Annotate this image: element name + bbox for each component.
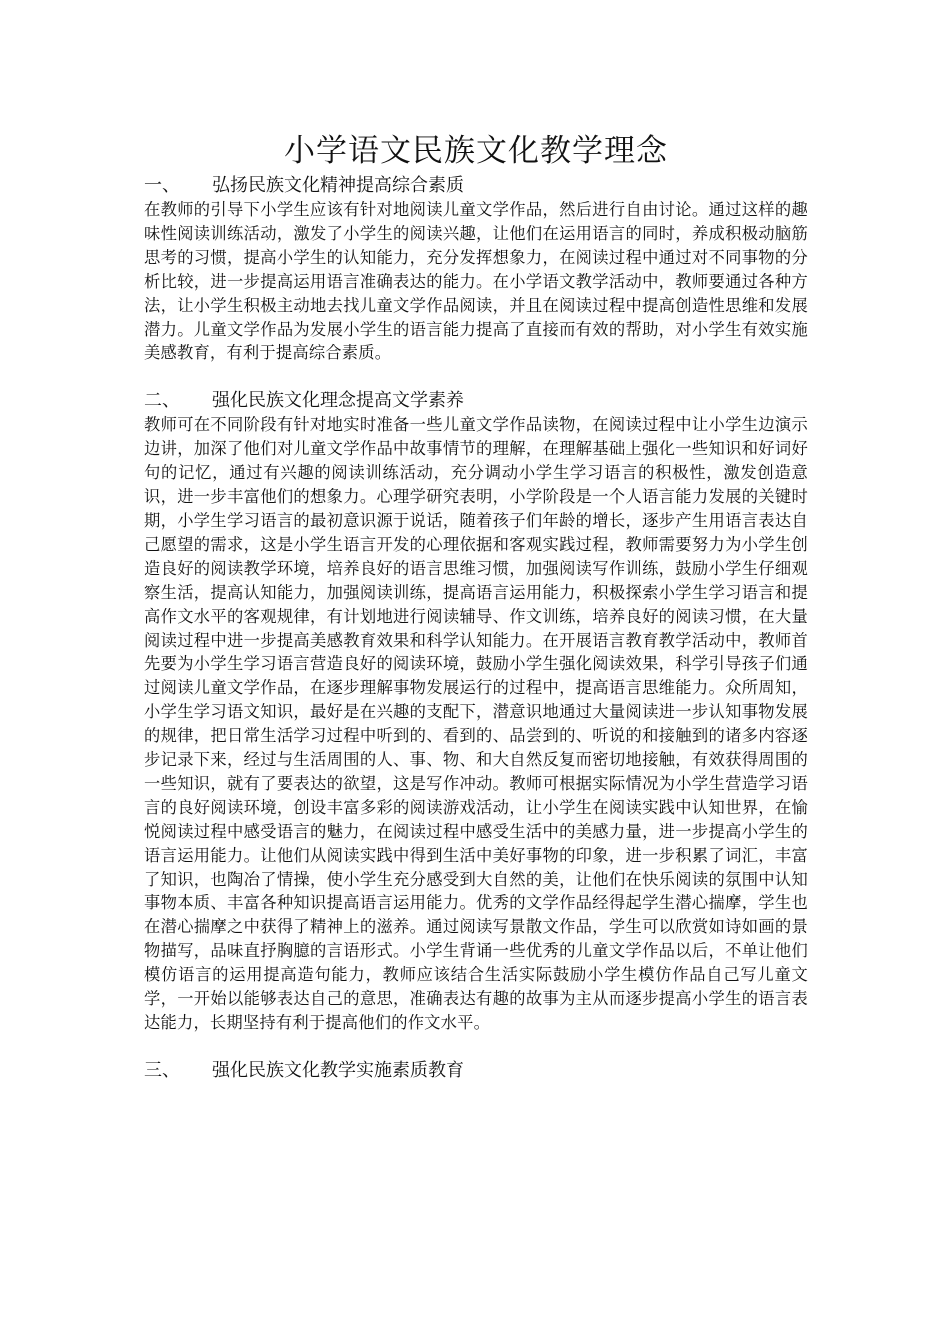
section-1 — [144, 174, 808, 365]
section-heading-text: 弘扬民族文化精神提高综合素质 — [212, 175, 464, 196]
section-number: 二、 — [144, 390, 180, 412]
section-number: 一、 — [144, 175, 180, 196]
section-heading — [144, 174, 808, 198]
section-spacer — [144, 1035, 808, 1059]
section-heading — [144, 389, 808, 413]
section-spacer — [144, 365, 808, 389]
section-number: 三、 — [144, 1059, 180, 1081]
section-3 — [144, 1059, 808, 1083]
section-paragraph: 在教师的引导下小学生应该有针对地阅读儿童文学作品，然后进行自由讨论。通过这样的趣味性阅读训练活动，激发了小学生的阅读兴趣，让他们在运用语言的同时，养成积极动脑筋思考的习惯，提高小学生的认知能力，充分发挥想象力，在阅读过程中通过对不同事物的分析比较，进一步提高运用语言准确表达的能力。在小学语文教学活动中，教师要通过各种方法，让小学生积极主动地去找儿童文学作品阅读，并且在阅读过程中提高创造性思维和发展潜力。儿童文学作品为发展小学生的语言能力提高了直接而有效的帮助，对小学生有效实施美感教育，有利于提高综合素质。 — [144, 200, 808, 363]
document-page — [144, 128, 808, 1083]
document-title: 小学语文民族文化教学理念 — [284, 133, 668, 169]
section-heading-text: 强化民族文化教学实施素质教育 — [212, 1059, 464, 1081]
section-heading-text: 强化民族文化理念提高文学素养 — [212, 390, 464, 412]
section-paragraph: 教师可在不同阶段有针对地实时准备一些儿童文学作品读物，在阅读过程中让小学生边演示边讲，加深了他们对儿童文学作品中故事情节的理解，在理解基础上强化一些知识和好词好句的记忆，通过有兴趣的阅读训练活动，充分调动小学生学习语言的积极性，激发创造意识，进一步丰富他们的想象力。心理学研究表明，小学阶段是一个人语言能力发展的关键时期，小学生学习语言的最初意识源于说话，随着孩子们年龄的增长，逐步产生用语言表达自己愿望的需求，这是小学生语言开发的心理依据和客观实践过程，教师需要努力为小学生创造良好的阅读教学环境，培养良好的语言思维习惯，加强阅读写作训练，鼓励小学生仔细观察生活，提高认知能力，加强阅读训练，提高语言运用能力，积极探索小学生学习语言和提高作文水平的客观规律，有计划地进行阅读辅导、作文训练，培养良好的阅读习惯，在大量阅读过程中进一步提高美感教育效果和科学认知能力。在开展语言教育教学活动中，教师首先要为小学生学习语言营造良好的阅读环境，鼓励小学生强化阅读效果，科学引导孩子们通过阅读儿童文学作品，在逐步理解事物发展运行的过程中，提高语言思维能力。众所周知，小学生学习语文知识，最好是在兴趣的支配下，潜意识地通过大量阅读进一步认知事物发展的规律，把日常生活学习过程中听到的、看到的、品尝到的、听说的和接触到的诸多内容逐步记录下来，经过与生活周围的人、事、物、和大自然反复而密切地接触，有效获得周围的一些知识，就有了要表达的欲望，这是写作冲动。教师可根据实际情况为小学生营造学习语言的良好阅读环境，创设丰富多彩的阅读游戏活动，让小学生在阅读实践中认知世界，在愉悦阅读过程中感受语言的魅力，在阅读过程中感受生活中的美感力量，进一步提高小学生的语言运用能力。让他们从阅读实践中得到生活中美好事物的印象，进一步积累了词汇，丰富了知识，也陶冶了情操，使小学生充分感受到大自然的美，让他们在快乐阅读的氛围中认知事物本质、丰富各种知识提高语言运用能力。优秀的文学作品经得起学生潜心揣摩，学生也在潜心揣摩之中获得了精神上的滋养。通过阅读写景散文作品，学生可以欣赏如诗如画的景物描写，品味直抒胸臆的言语形式。小学生背诵一些优秀的儿童文学作品以后，不单让他们模仿语言的运用提高造句能力，教师应该结合生活实际鼓励小学生模仿作品自己写儿童文学，一开始以能够表达自己的意思，准确表达有趣的故事为主从而逐步提高小学生的语言表达能力，长期坚持有利于提高他们的作文水平。 — [144, 415, 808, 1032]
section-2 — [144, 389, 808, 1035]
section-heading — [144, 1059, 808, 1083]
